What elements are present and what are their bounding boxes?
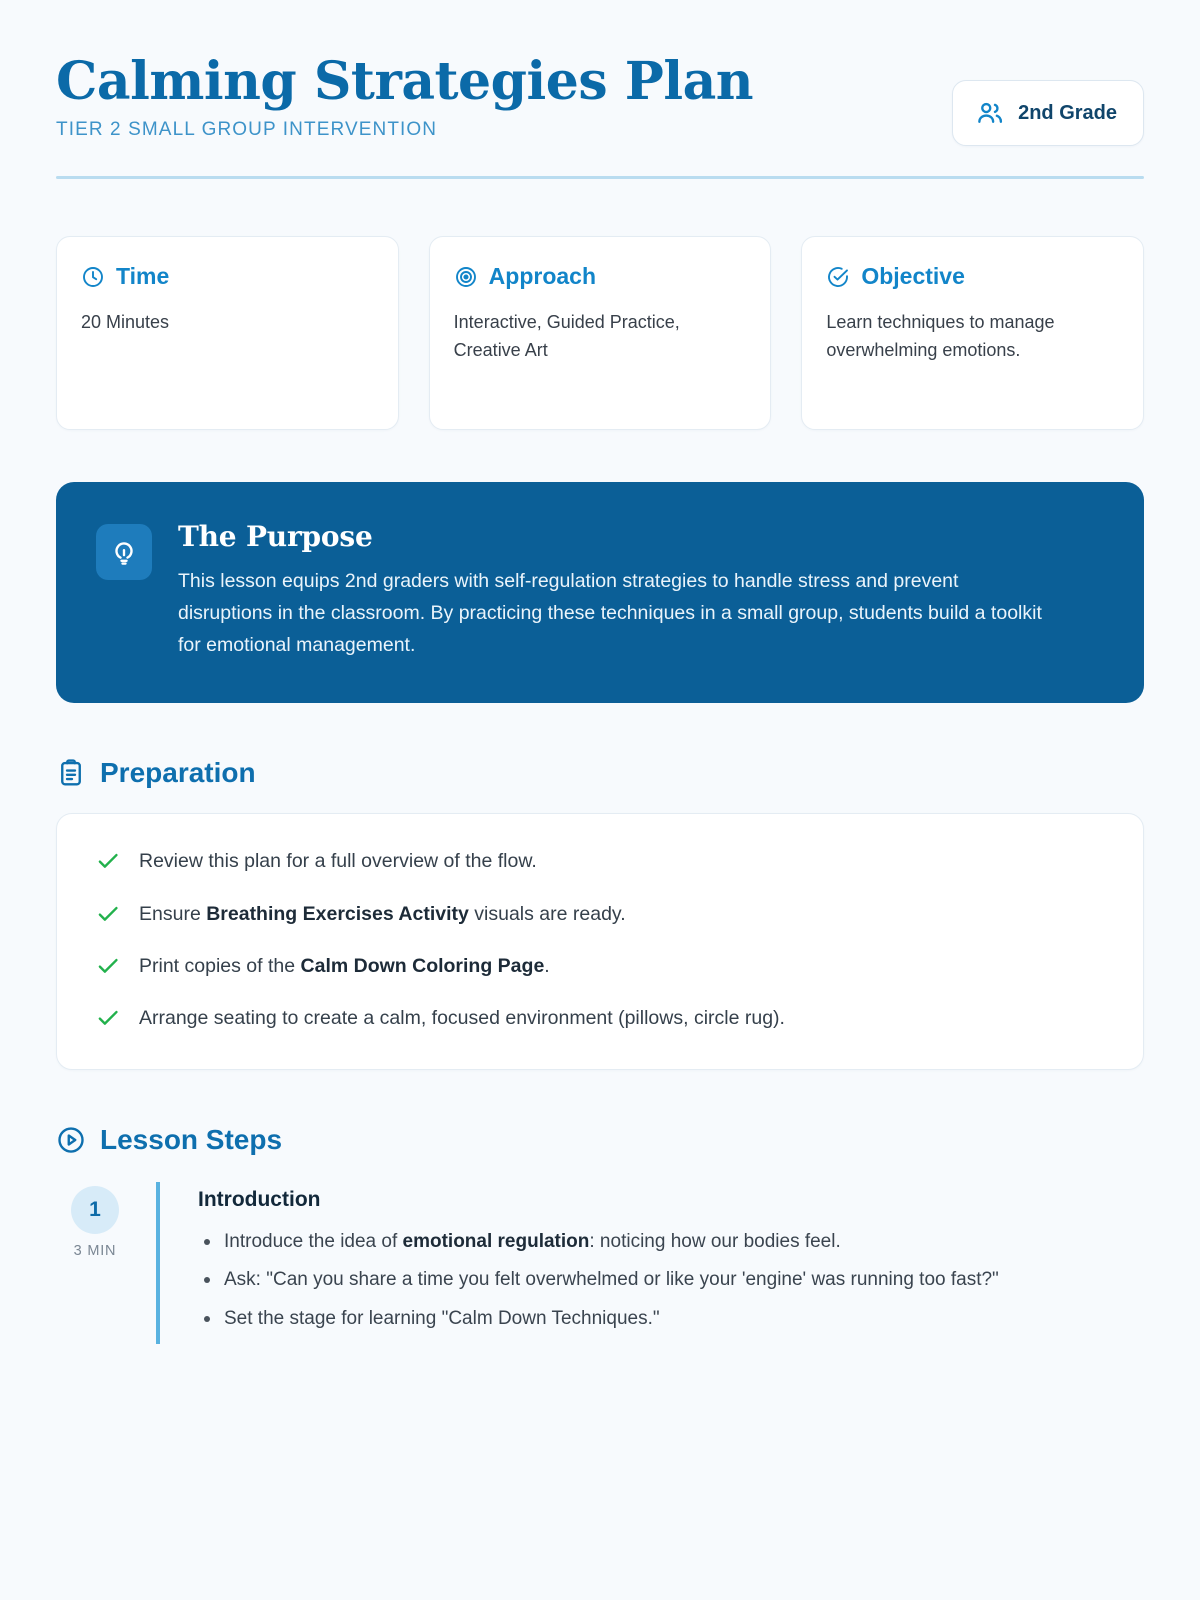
purpose-text-block bbox=[178, 520, 1058, 661]
step-bullet-list bbox=[198, 1228, 1144, 1334]
list-item: Ask: "Can you share a time you felt overwhelmed or like your 'engine' was running too fast?" bbox=[198, 1266, 1144, 1294]
list-item bbox=[95, 1005, 1105, 1032]
target-icon bbox=[454, 265, 478, 289]
purpose-panel bbox=[56, 482, 1144, 703]
clipboard-icon bbox=[56, 758, 86, 788]
info-card-body: Learn techniques to manage overwhelming emotions. bbox=[826, 312, 1055, 361]
list-item bbox=[95, 848, 1105, 875]
clock-icon bbox=[81, 265, 105, 289]
section-heading-label: Preparation bbox=[100, 757, 256, 789]
page-header bbox=[56, 52, 1144, 146]
preparation-card bbox=[56, 813, 1144, 1069]
info-card-heading: Objective bbox=[861, 263, 965, 289]
info-card-head bbox=[81, 263, 374, 290]
check-icon bbox=[95, 901, 121, 927]
list-item: Set the stage for learning "Calm Down Techniques." bbox=[198, 1305, 1144, 1333]
page-title: Calming Strategies Plan bbox=[56, 51, 754, 112]
purpose-body: This lesson equips 2nd graders with self-regulation strategies to handle stress and prevent disruptions in the classroom. By practicing these techniques in a small group, students build a toolkit for emotional management. bbox=[178, 570, 1042, 656]
step-body bbox=[156, 1182, 1144, 1345]
info-card-body: Interactive, Guided Practice, Creative Art bbox=[453, 312, 680, 361]
info-card-heading: Approach bbox=[488, 263, 597, 289]
list-item bbox=[95, 901, 1105, 928]
check-circle-icon bbox=[826, 265, 850, 289]
preparation-section-heading bbox=[56, 757, 1144, 789]
header-divider bbox=[56, 176, 1144, 179]
info-card-time bbox=[56, 236, 399, 430]
title-block bbox=[56, 52, 753, 141]
lesson-steps-list bbox=[56, 1182, 1144, 1345]
prep-item-text: Arrange seating to create a calm, focused environment (pillows, circle rug). bbox=[139, 1007, 785, 1030]
lesson-steps-section-heading bbox=[56, 1124, 1144, 1156]
check-icon bbox=[95, 953, 121, 979]
purpose-heading: The Purpose bbox=[178, 520, 373, 553]
step-duration: 3 MIN bbox=[73, 1242, 117, 1259]
info-card-head bbox=[826, 263, 1119, 290]
prep-item-text: Ensure Breathing Exercises Activity visuals are ready. bbox=[139, 902, 626, 925]
info-card-head bbox=[454, 263, 747, 290]
play-circle-icon bbox=[56, 1125, 86, 1155]
check-icon bbox=[95, 848, 121, 874]
prep-item-text: Print copies of the Calm Down Coloring Page. bbox=[139, 954, 550, 977]
info-card-body: 20 Minutes bbox=[81, 312, 170, 332]
info-card-heading: Time bbox=[116, 263, 170, 289]
lightbulb-icon bbox=[96, 524, 152, 580]
info-card-approach bbox=[429, 236, 772, 430]
grade-badge-label: 2nd Grade bbox=[1018, 101, 1117, 124]
users-icon bbox=[975, 98, 1005, 128]
step-number-badge: 1 bbox=[71, 1186, 119, 1234]
lesson-step bbox=[56, 1182, 1144, 1345]
check-icon bbox=[95, 1005, 121, 1031]
step-title: Introduction bbox=[198, 1187, 321, 1211]
prep-item-text: Review this plan for a full overview of the flow. bbox=[139, 850, 537, 873]
section-heading-label: Lesson Steps bbox=[100, 1123, 283, 1155]
step-number-column bbox=[56, 1182, 134, 1259]
page-subtitle: TIER 2 SMALL GROUP INTERVENTION bbox=[56, 119, 438, 141]
list-item bbox=[95, 953, 1105, 980]
grade-badge[interactable] bbox=[952, 80, 1144, 146]
info-card-row bbox=[56, 236, 1144, 430]
info-card-objective bbox=[801, 236, 1144, 430]
list-item: Introduce the idea of emotional regulation: noticing how our bodies feel. bbox=[198, 1228, 1144, 1256]
